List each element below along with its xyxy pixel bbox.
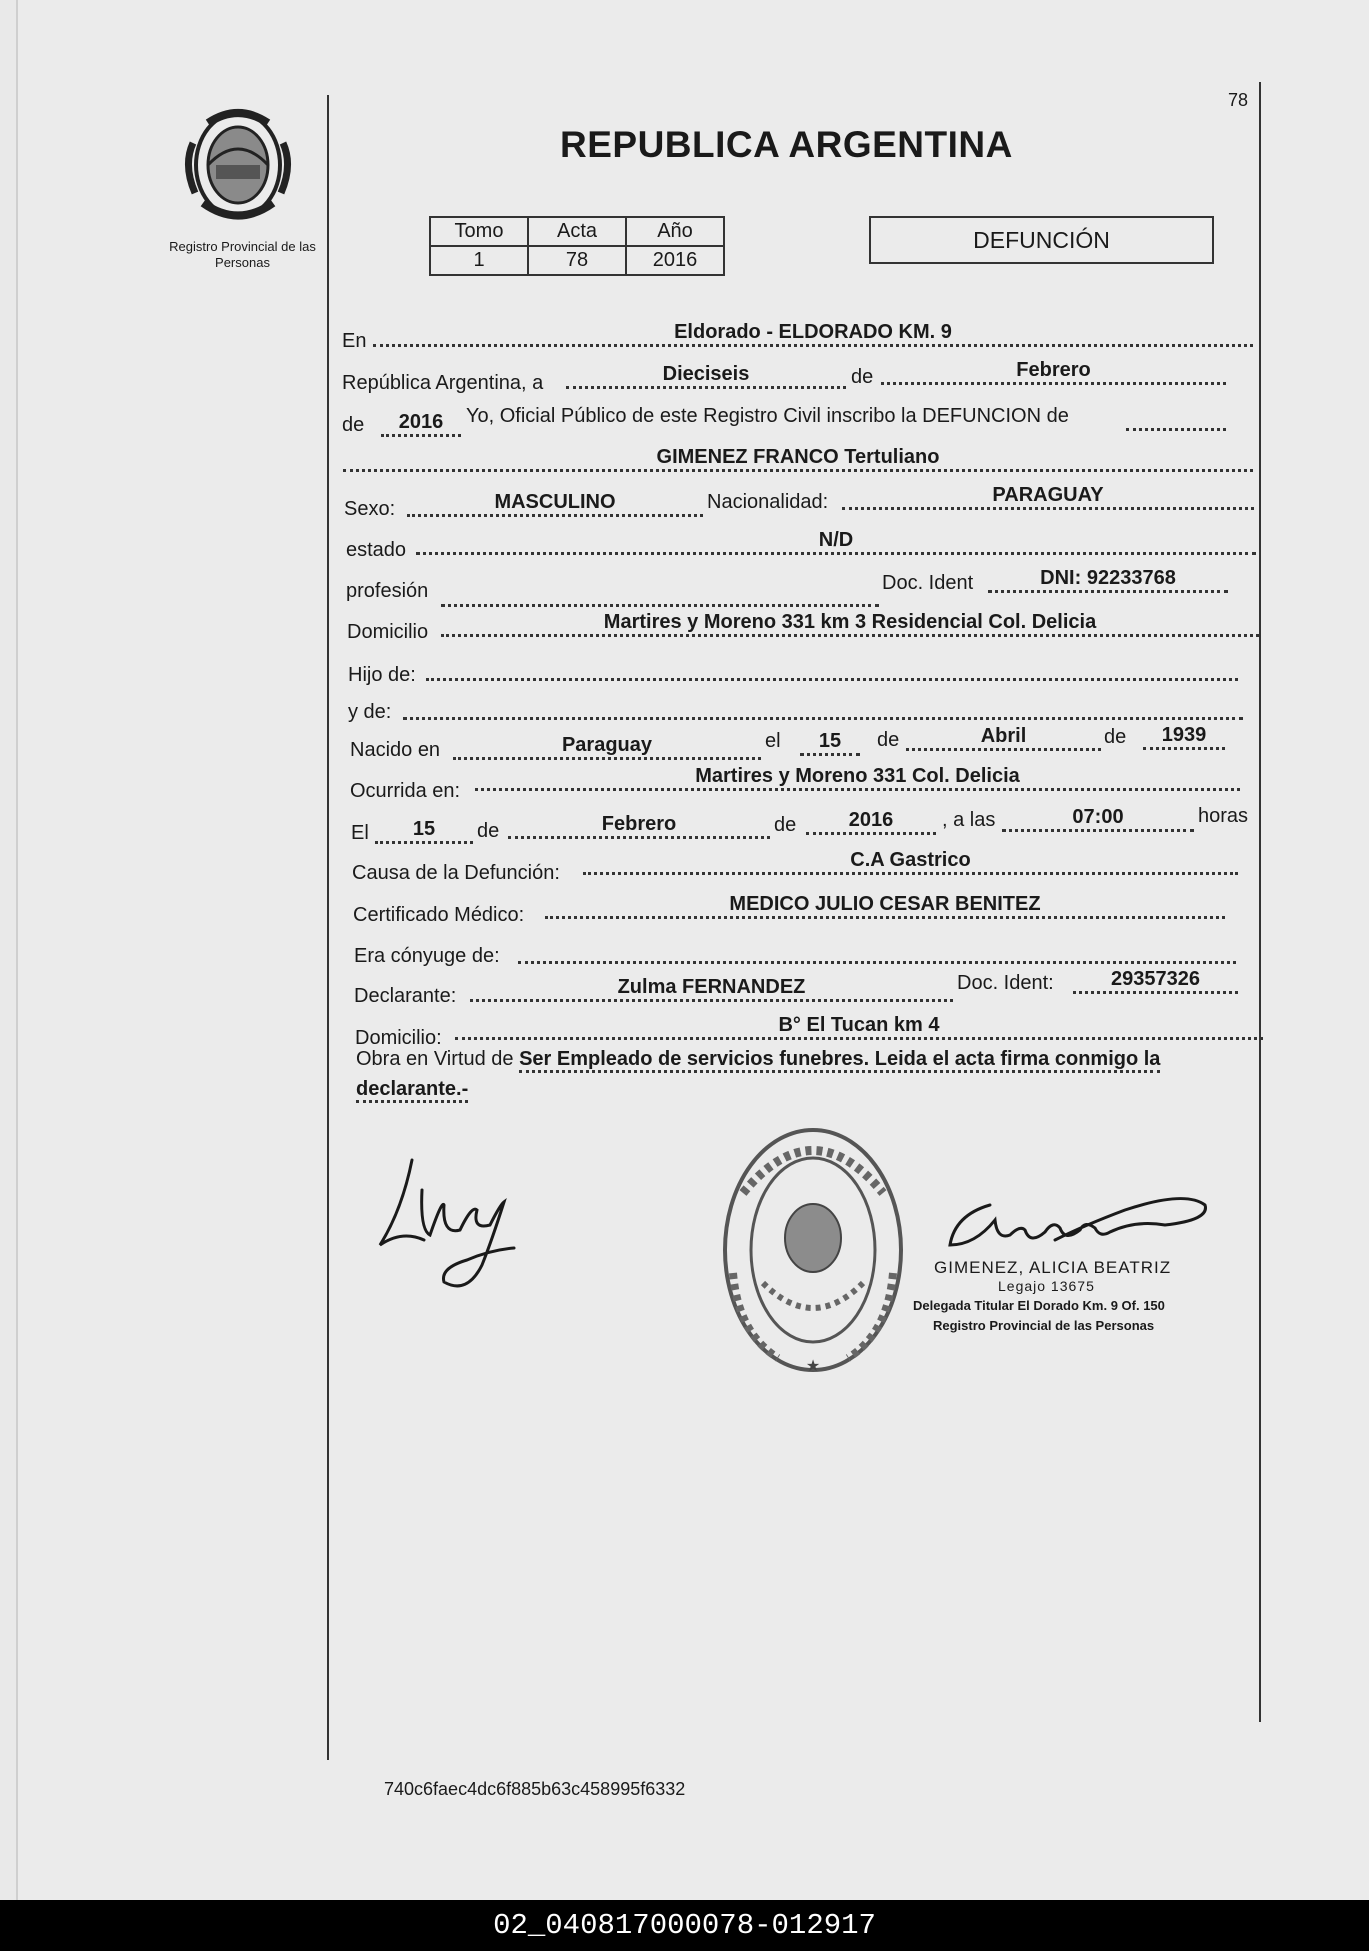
field-profesion (441, 580, 879, 607)
label-de: de (877, 729, 900, 751)
label-el: El (351, 822, 369, 844)
label-domicilio: Domicilio (347, 621, 429, 643)
field-causa: C.A Gastrico (583, 848, 1238, 875)
page-title: REPUBLICA ARGENTINA (560, 124, 1013, 165)
registry-table (429, 216, 725, 276)
field-nac-dia: 15 (800, 729, 860, 756)
official-stamp-icon (718, 1123, 908, 1378)
officer-legajo: Legajo 13675 (998, 1278, 1095, 1294)
provincial-emblem-icon (183, 103, 293, 228)
officer-title: Delegada Titular El Dorado Km. 9 Of. 150 (913, 1298, 1165, 1313)
label-doc-ident: Doc. Ident (882, 572, 974, 594)
label-de: de (1104, 726, 1127, 748)
label-de: de (342, 414, 365, 436)
label-ocurrida-en: Ocurrida en: (350, 780, 461, 802)
field-def-hora: 07:00 (1002, 805, 1194, 832)
label-causa: Causa de la Defunción: (352, 862, 560, 884)
label-doc-ident: Doc. Ident: (957, 972, 1054, 994)
field-anio-inscripcion: 2016 (381, 410, 461, 437)
field-nacido-en: Paraguay (453, 733, 761, 760)
label-certificado: Certificado Médico: (353, 904, 525, 926)
right-margin-line (1259, 82, 1261, 1722)
field-conyuge (518, 937, 1236, 964)
field-certificado: MEDICO JULIO CESAR BENITEZ (545, 892, 1225, 919)
field-estado: N/D (416, 528, 1256, 555)
label-hijo-de: Hijo de: (348, 664, 416, 686)
field-hijo-de (426, 654, 1238, 681)
label-conyuge: Era cónyuge de: (354, 945, 500, 967)
officer-registry: Registro Provincial de las Personas (933, 1318, 1155, 1333)
field-obra: Ser Empleado de servicios funebres. Leida el acta firma conmigo la declarante.- (356, 1048, 1160, 1103)
label-de: de (477, 820, 500, 842)
field-doc-ident: DNI: 92233768 (988, 566, 1228, 593)
table-header: Tomo (430, 217, 528, 246)
sheet-edge (0, 0, 17, 1900)
field-def-dia: 15 (375, 817, 473, 844)
label-nacionalidad: Nacionalidad: (707, 491, 829, 513)
label-de: de (774, 814, 797, 836)
field-nombre: GIMENEZ FRANCO Tertuliano (343, 445, 1253, 472)
label-domicilio: Domicilio: (355, 1027, 442, 1049)
label-de: de (851, 366, 874, 388)
field-blank (1126, 404, 1226, 431)
label-el: el (765, 730, 781, 752)
field-dia-inscripcion: Dieciseis (566, 362, 846, 389)
table-cell: 78 (528, 246, 626, 275)
field-domicilio: Martires y Moreno 331 km 3 Residencial Col. Delicia (441, 610, 1259, 637)
table-header: Año (626, 217, 724, 246)
label-nacido-en: Nacido en (350, 739, 441, 761)
field-sexo: MASCULINO (407, 490, 703, 517)
act-type-box: DEFUNCIÓN (869, 216, 1214, 264)
field-nacionalidad: PARAGUAY (842, 483, 1254, 510)
field-def-anio: 2016 (806, 808, 936, 835)
label-y-de: y de: (348, 701, 392, 723)
label-declarante: Declarante: (354, 985, 457, 1007)
label-republica: República Argentina, a (342, 372, 544, 394)
page-number: 78 (1228, 90, 1249, 110)
left-margin-line (327, 95, 329, 1760)
field-nac-anio: 1939 (1143, 723, 1225, 750)
table-cell: 1 (430, 246, 528, 275)
field-def-mes: Febrero (508, 812, 770, 839)
label-en: En (342, 330, 367, 352)
label-horas: horas (1198, 805, 1249, 827)
footer-id: 02_040817000078-012917 (0, 1900, 1369, 1951)
officer-name: GIMENEZ, ALICIA BEATRIZ (934, 1258, 1172, 1277)
field-mes-inscripcion: Febrero (881, 358, 1226, 385)
field-declarante: Zulma FERNANDEZ (470, 975, 953, 1002)
document-hash: 740c6faec4dc6f885b63c458995f6332 (384, 1779, 686, 1799)
field-declarante-domicilio: B° El Tucan km 4 (455, 1013, 1263, 1040)
field-ocurrida-en: Martires y Moreno 331 Col. Delicia (475, 764, 1240, 791)
label-obra: Obra en Virtud de (356, 1048, 514, 1070)
label-sexo: Sexo: (344, 498, 396, 520)
field-declarante-doc: 29357326 (1073, 967, 1238, 994)
registry-label: Registro Provincial de las Personas (169, 239, 316, 270)
svg-text:★: ★ (805, 1356, 821, 1375)
label-profesion: profesión (346, 580, 429, 602)
label-a-las: , a las (942, 809, 996, 831)
table-header: Acta (528, 217, 626, 246)
table-cell: 2016 (626, 246, 724, 275)
field-y-de (403, 693, 1243, 720)
label-yo: Yo, Oficial Público de este Registro Civil inscribo la DEFUNCION de (466, 405, 1069, 427)
field-nac-mes: Abril (906, 724, 1101, 751)
label-estado: estado (346, 539, 407, 561)
obra-en-virtud (356, 1044, 1263, 1104)
declarant-signature-icon (372, 1150, 522, 1295)
field-lugar: Eldorado - ELDORADO KM. 9 (373, 320, 1253, 347)
